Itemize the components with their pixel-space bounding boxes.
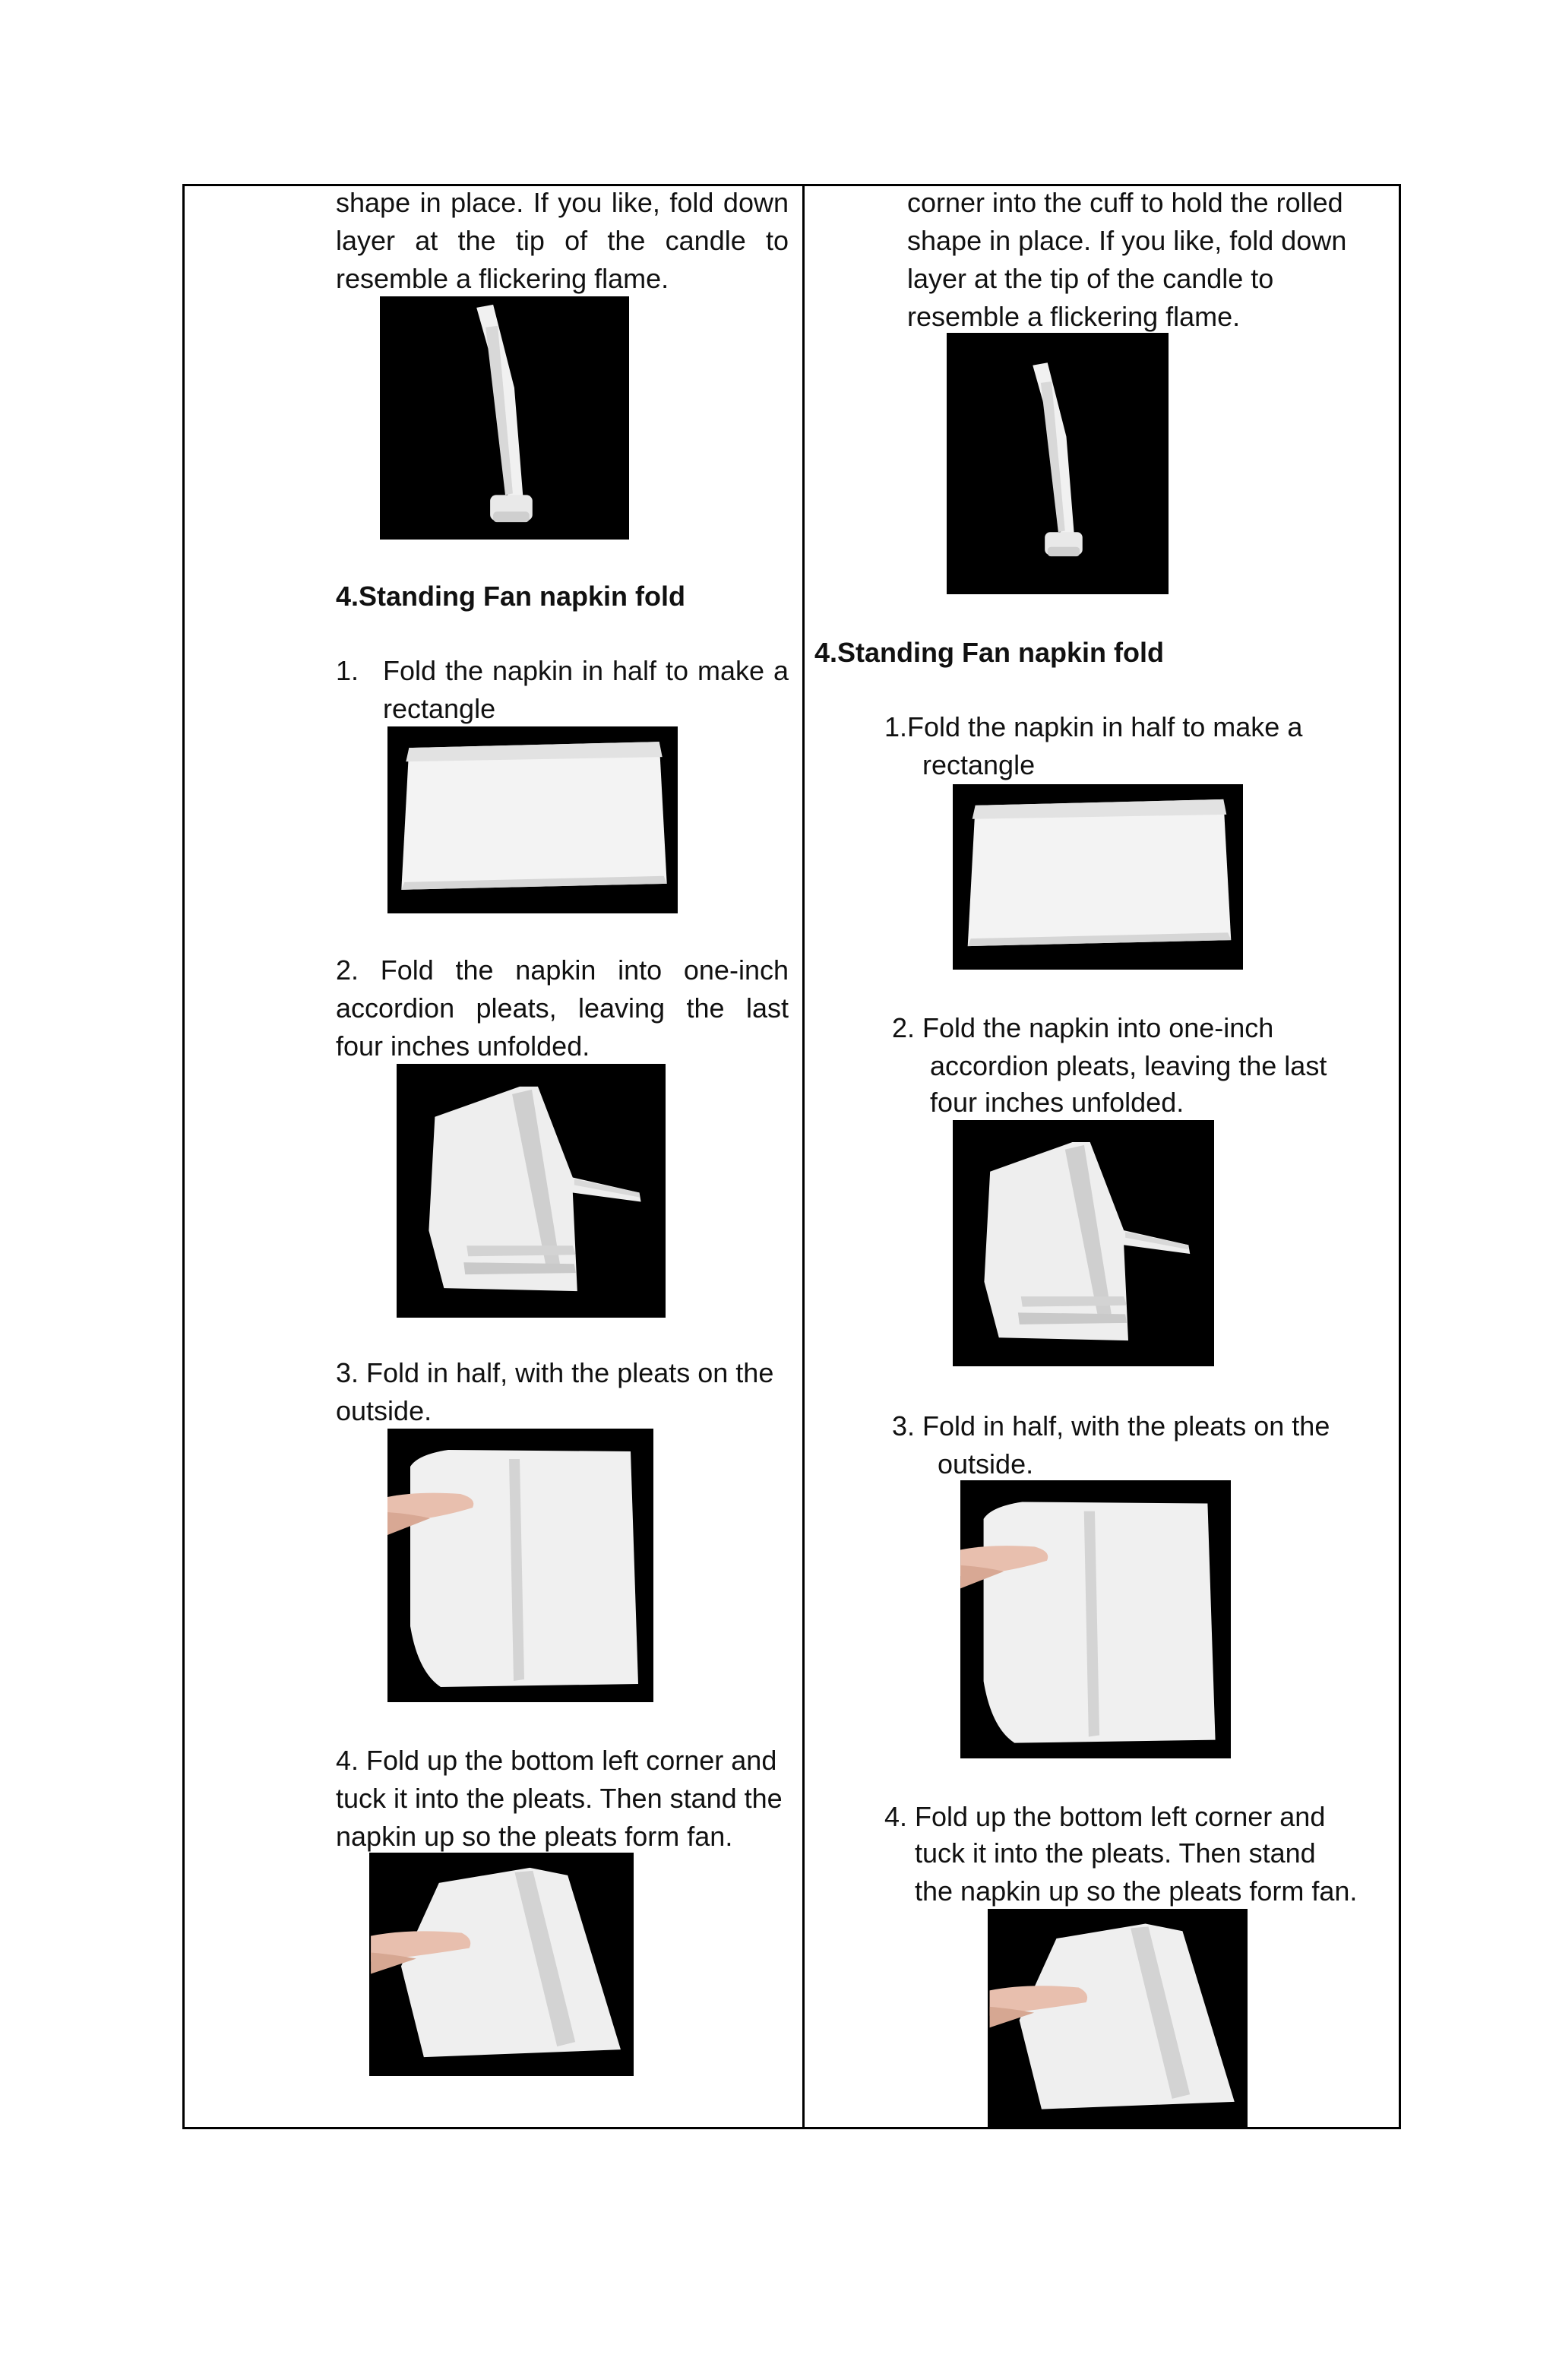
right-intro-line-2: shape in place. If you like, fold down: [907, 225, 1347, 256]
right-step1-line-1: 1.Fold the napkin in half to make a: [884, 711, 1303, 742]
left-step1-line-2: rectangle: [383, 693, 496, 724]
right-step2-line-3: four inches unfolded.: [930, 1087, 1184, 1118]
right-step4-line-3: the napkin up so the pleats form fan.: [915, 1875, 1358, 1907]
right-step1-line-2: rectangle: [922, 749, 1036, 780]
right-step3-line-1: 3. Fold in half, with the pleats on the: [892, 1410, 1330, 1442]
rectangle-photo: [387, 726, 678, 913]
left-step3-line-2: outside.: [336, 1395, 432, 1426]
right-step2-line-2: accordion pleats, leaving the last: [930, 1050, 1327, 1081]
right-intro-line-1: corner into the cuff to hold the rolled: [907, 187, 1343, 218]
right-step3-line-2: outside.: [938, 1448, 1034, 1480]
right-intro-line-3: layer at the tip of the candle to: [907, 263, 1274, 294]
left-intro-line-1: shape in place. If you like, fold down: [336, 187, 789, 218]
left-step4-line-3: napkin up so the pleats form fan.: [336, 1821, 733, 1852]
candle-photo: [380, 296, 629, 540]
left-step3-line-1: 3. Fold in half, with the pleats on the: [336, 1357, 774, 1388]
right-fan-photo: [988, 1909, 1248, 2128]
pleats-photo: [397, 1064, 666, 1318]
right-candle-photo: [947, 333, 1169, 594]
left-step4-line-2: tuck it into the pleats. Then stand the: [336, 1783, 783, 1814]
right-rectangle-photo: [953, 784, 1243, 970]
right-step4-line-2: tuck it into the pleats. Then stand: [915, 1837, 1316, 1869]
left-heading: 4.Standing Fan napkin fold: [336, 581, 686, 612]
right-step2-line-1: 2. Fold the napkin into one-inch: [892, 1012, 1274, 1043]
left-step2-line-3: four inches unfolded.: [336, 1030, 590, 1062]
left-step1-number: 1.: [336, 655, 359, 686]
folded-half-photo: [387, 1429, 653, 1702]
column-divider: [802, 186, 805, 2127]
right-step4-line-1: 4. Fold up the bottom left corner and: [884, 1801, 1326, 1832]
left-step2-line-2: accordion pleats, leaving the last: [336, 992, 789, 1024]
left-intro-line-2: layer at the tip of the candle to: [336, 225, 789, 256]
left-step1-line-1: Fold the napkin in half to make a: [383, 655, 789, 686]
left-step4-line-1: 4. Fold up the bottom left corner and: [336, 1745, 777, 1776]
fan-photo: [369, 1853, 634, 2076]
right-pleats-photo: [953, 1120, 1214, 1366]
left-step2-line-1: 2. Fold the napkin into one-inch: [336, 954, 789, 986]
right-intro-line-4: resemble a flickering flame.: [907, 301, 1241, 332]
right-folded-half-photo: [960, 1480, 1231, 1758]
left-intro-line-3: resemble a flickering flame.: [336, 263, 669, 294]
right-heading: 4.Standing Fan napkin fold: [814, 637, 1165, 668]
